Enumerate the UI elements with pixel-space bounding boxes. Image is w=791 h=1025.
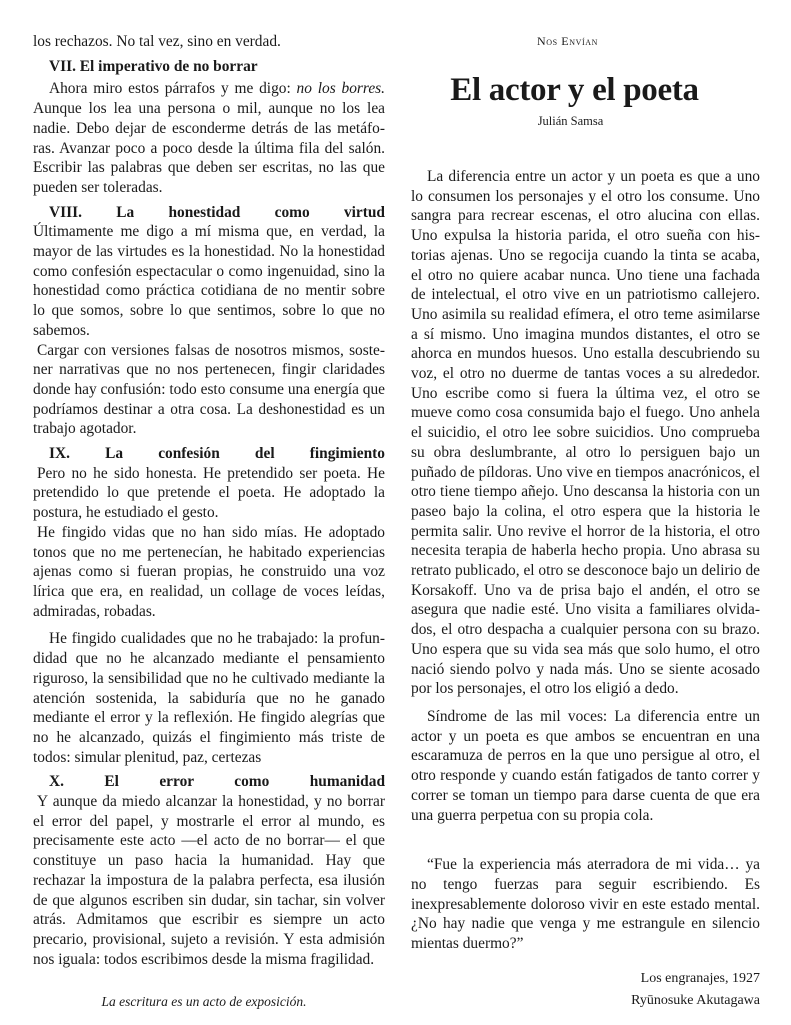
section-heading-ix: IX. La confesión del fingimiento xyxy=(49,445,385,463)
article-title: El actor y el poeta xyxy=(450,72,699,108)
section-heading-vii: VII. El imperativo de no borrar xyxy=(49,57,258,75)
section-heading-x: X. El error como humanidad xyxy=(49,773,385,791)
quote-text: “Fue la experiencia más aterradora de mi vida… ya no tengo fuerzas para seguir escribiendo. Es inexpresablemente doloroso vivir en este estado mental. ¿No hay nadie que venga y me estrangule en silencio mientas duermo?” xyxy=(411,856,760,953)
emphasis-text: no los borres. xyxy=(296,80,385,98)
epigraph-quote xyxy=(411,855,760,1012)
paragraph-x-1: Y aunque da miedo alcanzar la honestidad, y no borrar el error del papel, y mostrarle el error al mundo, es precisamente este acto —el acto de no borrar— el que constituye un paso hacia la humanidad. Hay que rechazar la impostura de la palabra perfecta, esa ilusión de que algunos escriben sin dudar, sin tachar, sin volver atrás. Admitamos que escribir es siempre un acto precario, provisional, sujeto a revisión. Y esta admisión nos iguala: todos escribimos desde la misma fragilidad. xyxy=(33,793,385,968)
section-label: Nos Envían xyxy=(537,34,598,48)
paragraph-viii-1: Últimamente me digo a mí misma que, en verdad, la mayor de las virtudes es la honestidad. No la honestidad como confesión espectacular o como ingenuidad, sino la honestidad como práctica cotidiana de no mentir sobre lo que somos, sobre lo que sentimos, sobre lo que no sabemos. xyxy=(33,223,385,339)
paragraph-ix-3: He fingido cualidades que no he trabajado: la profundidad que no he alcanzado mediante el pensamiento riguroso, la sensibilidad que no he cultivado mediante la atención sostenida, la sabiduría que no he ganado mediante el error y la reflexión. He fingido alegrías que no he alcanzado, quizás el fingimiento más triste de todos: simular plenitud, paz, certezas xyxy=(33,630,385,766)
paragraph-text: Ahora miro estos párrafos y me digo: xyxy=(49,80,297,98)
paragraph-text: Aunque los lea una persona o mil, aunque no los lea nadie. Debo dejar de esconderme detrás de las metáforas. Avanzar poco a poco desde la última fila del salón. Escribir las palabras que deben ser escritas, no las que pueden ser toleradas. xyxy=(33,100,385,196)
paragraph-ix-2: He fingido vidas que no han sido mías. He adoptado tonos que no me pertenecían, he habitado experiencias ajenas como si fueran propias, he construido una voz lírica que era, en realidad, un collage de voces leídas, admiradas, robadas. xyxy=(33,523,385,620)
paragraph-viii-2: Cargar con versiones falsas de nosotros mismos, sostener narrativas que no nos pertenecen, fingir claridades donde hay confusión: todo esto consume una energía que podríamos destinar a otra cosa. La deshonestidad es un trabajo agotador. xyxy=(33,341,385,438)
section-heading-viii: VIII. La honestidad como virtud xyxy=(49,203,385,221)
left-column xyxy=(33,32,385,1025)
article-author: Julián Samsa xyxy=(537,114,604,128)
paragraph-ix-1: Pero no he sido honesta. He pretendido ser poeta. He pretendido lo que pretende el poeta. He adoptado la postura, he estudiado el gesto. xyxy=(33,464,385,522)
quote-source: Los engranajes, 1927 xyxy=(640,970,760,986)
opening-line: los rechazos. No tal vez, sino en verdad. xyxy=(33,33,281,50)
pull-caption: La escritura es un acto de exposición. xyxy=(101,994,307,1010)
right-column xyxy=(411,32,760,1012)
quote-author: Ryūnosuke Akutagawa xyxy=(631,992,760,1008)
article-paragraph-1: La diferencia entre un actor y un poeta es que a uno lo consumen los personajes y el otro los consume. Uno sangra para recrear escenas, el otro alucina con ellas. Uno expulsa la historia parida, el otro sueña con historias ajenas. Uno se regocija cuando la tinta se acaba, el otro no quiere acabar nunca. Uno tiene una fachada de intelectual, el otro vive en un patriotismo callejero. Uno asimila su realidad efímera, el otro teme asimilarse a sí mismo. Uno imagina mundos distantes, el otro se ahorca en mundos huesos. Uno estalla descubriendo su voz, el otro no duerme de tantas voces a su alrededor. Uno escribe como si fuera la última vez, el otro se mueve como cosa consumida bajo el fuego. Uno anhela el suicidio, el otro lee sobre suicidios. Uno comprueba su obra deslumbrante, al otro lo persiguen bajo un puñado de píldoras. Uno vive en tiempos anacrónicos, el otro tiene tiempo añejo. Uno descansa la historia con un paseo bajo la colina, el otro espera que la historia le permita salir. Uno revive el horror de la historia, el otro necesita terapia de haberla hecho propia. Uno abrasa su retrato publicado, el otro se desconoce bajo un delirio de Korsakoff. Uno va de prisa bajo el andén, el otro se asegura que nadie esté. Uno visita a familiares olvidados, el otro despacha a cualquier persona con su brazo. Uno espera que su vida sea más que solo humo, el otro nació siendo polvo y nada más. Uno se siente acosado por los personajes, el otro los eligió a dedo. xyxy=(411,168,760,698)
article-paragraph-2: Síndrome de las mil voces: La diferencia entre un actor y un poeta es que ambos se encuentran en una escaramuza de perros en la que uno persigue al otro, el otro responde y cuando están fatigados de tanto correr y correr se toman un tiempo para darse cuenta de que era una guerra perpetua con su propia cola. xyxy=(411,707,760,824)
paragraph-vii-1 xyxy=(33,79,385,197)
